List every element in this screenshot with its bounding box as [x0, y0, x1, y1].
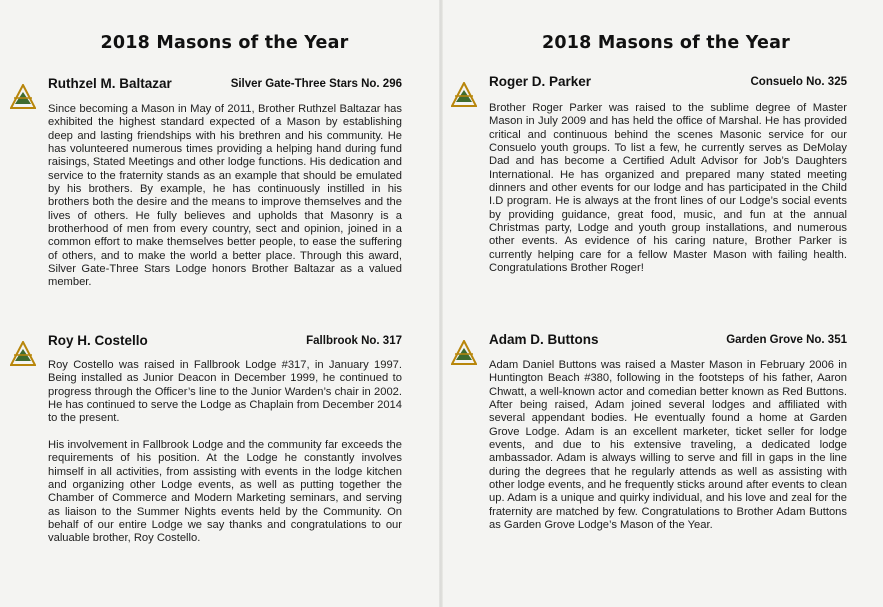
- lodge-name: Garden Grove No. 351: [726, 334, 847, 346]
- square-and-compasses-icon: [10, 341, 36, 367]
- right-page: [441, 0, 883, 607]
- biography-paragraph: Roy Costello was raised in Fallbrook Lodge #317, in January 1997. Being installed as Junior Deacon in December 1999, he continued to progress through the Officer’s line to the Junior Warden’s chair in 2002. He has continued to serve the Lodge as Chaplain from December 2014 to the present.: [48, 359, 402, 425]
- square-and-compasses-icon: [451, 82, 477, 108]
- honoree-name: Roy H. Costello: [48, 333, 148, 348]
- biography-paragraph: His involvement in Fallbrook Lodge and the community far exceeds the requirements of his position. At the Lodge he constantly involves himself in all activities, from assisting with events in the lodge kitchen and organizing other Lodge events, as well as putting together the Chamber of Commerce and Modern Marketing seminars, and serving as liaison to the Summer Nights events held by the Community. On behalf of our entire Lodge we say thanks and congratulations to our valuable brother, Roy Costello.: [48, 439, 402, 545]
- lodge-name: Consuelo No. 325: [750, 76, 847, 88]
- square-and-compasses-icon: [10, 84, 36, 110]
- biography-paragraph: Brother Roger Parker was raised to the sublime degree of Master Mason in July 2009 and has held the office of Marshal. He has provided critical and continuous behind the scenes Masonic service for our Consuelo youth groups. To list a few, he currently serves as DeMolay Dad and has become a Certified Adult Advisor for Job’s Daughters International. He has organized and prepared many stated meeting dinners and other events for our lodge and has participated in the Child I.D program. He is always at the front lines of our Lodge’s social events by providing guidance, great food, music, and fun at the annual Christmas party, Lodge and youth group installations, and numerous other events. As evidence of his caring nature, Brother Parker is currently helping care for a fellow Master Mason with failing health. Congratulations Brother Roger!: [489, 102, 847, 275]
- left-page: [0, 0, 441, 607]
- lodge-name: Fallbrook No. 317: [306, 335, 402, 347]
- honoree-name: Roger D. Parker: [489, 74, 592, 89]
- lodge-name: Silver Gate-Three Stars No. 296: [230, 78, 402, 90]
- square-and-compasses-icon: [451, 340, 477, 366]
- biography-paragraph: Since becoming a Mason in May of 2011, Brother Ruthzel Baltazar has exhibited the highest standard expected of a Mason by establishing deep and lasting friendships with his brethren and his community. He has volunteered numerous times providing a helping hand during fund raisings, Stated Meetings and other lodge functions. His dedication and service to the fraternity stands as an example that should be emulated by his brothers. By example, he has continuously instilled in his brothers both the desire and the means to improve themselves and the lives of others. He fully believes and upholds that Masonry is a brotherhood of men from every country, sect and opinion, joined in a common effort to make themselves better people, to ease the suffering of others, and to make the world a better place. Through this award, Silver Gate-Three Stars Lodge honors Brother Baltazar as a valued member.: [48, 103, 402, 289]
- honoree-name: Ruthzel M. Baltazar: [48, 76, 172, 91]
- page-title: 2018 Masons of the Year: [542, 33, 790, 53]
- honoree-name: Adam D. Buttons: [489, 332, 599, 347]
- page-title: 2018 Masons of the Year: [100, 33, 349, 53]
- biography-paragraph: Adam Daniel Buttons was raised a Master Mason in February 2006 in Huntington Beach #380, following in the footsteps of his father, Aaron Chwatt, a well-known actor and comedian better known as Red Buttons. After being raised, Adam joined several lodges and affiliated with several appendant bodies. He eventually found a home at Garden Grove Lodge. Adam is an excellent marketer, ticket seller for lodge events, and due to his extensive traveling, a dedicated lodge ambassador. Adam is always willing to serve and fill in gaps in the line during the degrees that he regularly attends as well as assisting with other lodge events, and he frequently sticks around after events to clean up. Adam is a unique and quirky individual, and his love and zeal for the fraternity are matched by few. Congratulations to Brother Adam Buttons as Garden Grove Lodge’s Mason of the Year.: [489, 359, 847, 532]
